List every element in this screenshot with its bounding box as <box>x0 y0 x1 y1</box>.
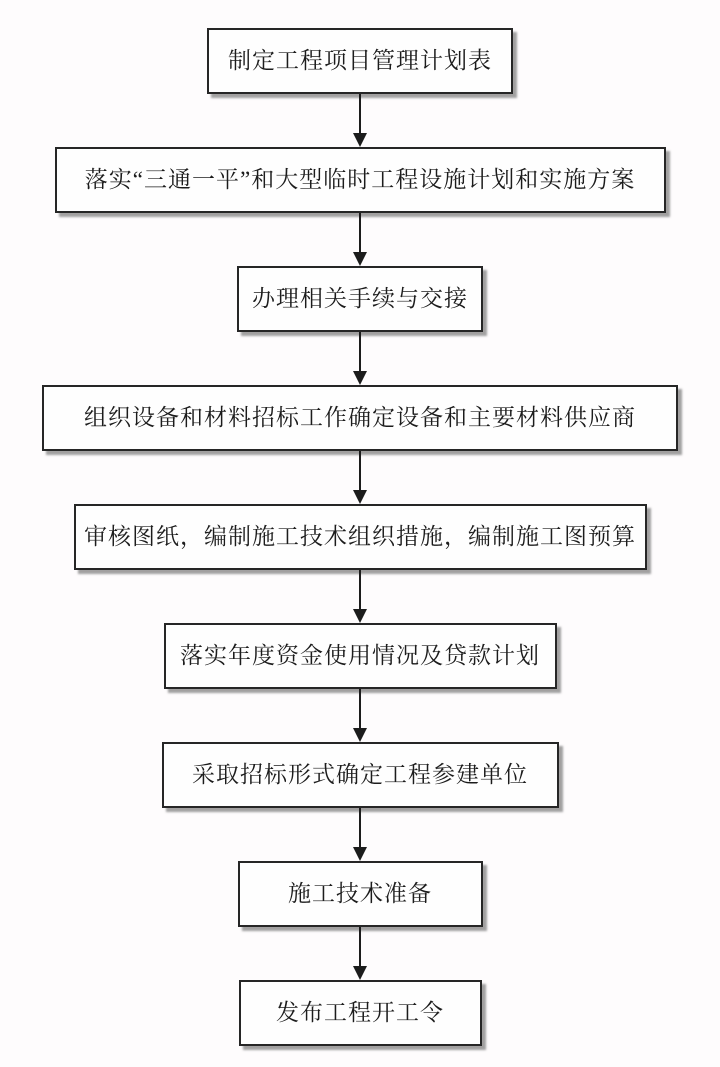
arrow-down-icon <box>353 213 367 266</box>
arrow-shaft <box>359 213 361 252</box>
arrow-shaft <box>359 451 361 490</box>
arrow-head <box>353 252 367 266</box>
flowchart-step-label: 采取招标形式确定工程参建单位 <box>192 762 528 788</box>
arrow-down-icon <box>353 332 367 385</box>
flowchart-step-box <box>162 742 559 808</box>
arrow-shaft <box>359 94 361 133</box>
arrow-head <box>353 490 367 504</box>
arrow-head <box>353 371 367 385</box>
flowchart-step-box <box>237 266 483 332</box>
flowchart-step-box <box>74 504 647 570</box>
flowchart-step-label: 办理相关手续与交接 <box>252 286 468 312</box>
arrow-shaft <box>359 808 361 847</box>
flowchart-step-label: 组织设备和材料招标工作确定设备和主要材料供应商 <box>84 405 636 431</box>
arrow-down-icon <box>353 927 367 980</box>
arrow-shaft <box>359 570 361 609</box>
arrow-shaft <box>359 689 361 728</box>
flowchart-step-box <box>238 861 483 927</box>
arrow-head <box>353 728 367 742</box>
flowchart-step-box <box>207 28 513 94</box>
flowchart-step-box <box>55 147 666 213</box>
arrow-head <box>353 609 367 623</box>
arrow-down-icon <box>353 808 367 861</box>
flowchart-step-box <box>42 385 678 451</box>
flowchart-step-box <box>164 623 557 689</box>
arrow-shaft <box>359 332 361 371</box>
arrow-down-icon <box>353 689 367 742</box>
flowchart-step-label: 审核图纸，编制施工技术组织措施，编制施工图预算 <box>84 524 636 550</box>
flowchart-step-label: 制定工程项目管理计划表 <box>228 48 492 74</box>
arrow-down-icon <box>353 94 367 147</box>
flowchart-step-box <box>239 980 482 1046</box>
flowchart-step-label: 落实年度资金使用情况及贷款计划 <box>180 643 540 669</box>
arrow-head <box>353 133 367 147</box>
arrow-down-icon <box>353 451 367 504</box>
flowchart-step-label: 落实“三通一平”和大型临时工程设施计划和实施方案 <box>84 167 636 193</box>
arrow-shaft <box>359 927 361 966</box>
arrow-head <box>353 966 367 980</box>
flowchart-step-label: 施工技术准备 <box>288 881 432 907</box>
flowchart-step-label: 发布工程开工令 <box>276 1000 444 1026</box>
arrow-down-icon <box>353 570 367 623</box>
arrow-head <box>353 847 367 861</box>
